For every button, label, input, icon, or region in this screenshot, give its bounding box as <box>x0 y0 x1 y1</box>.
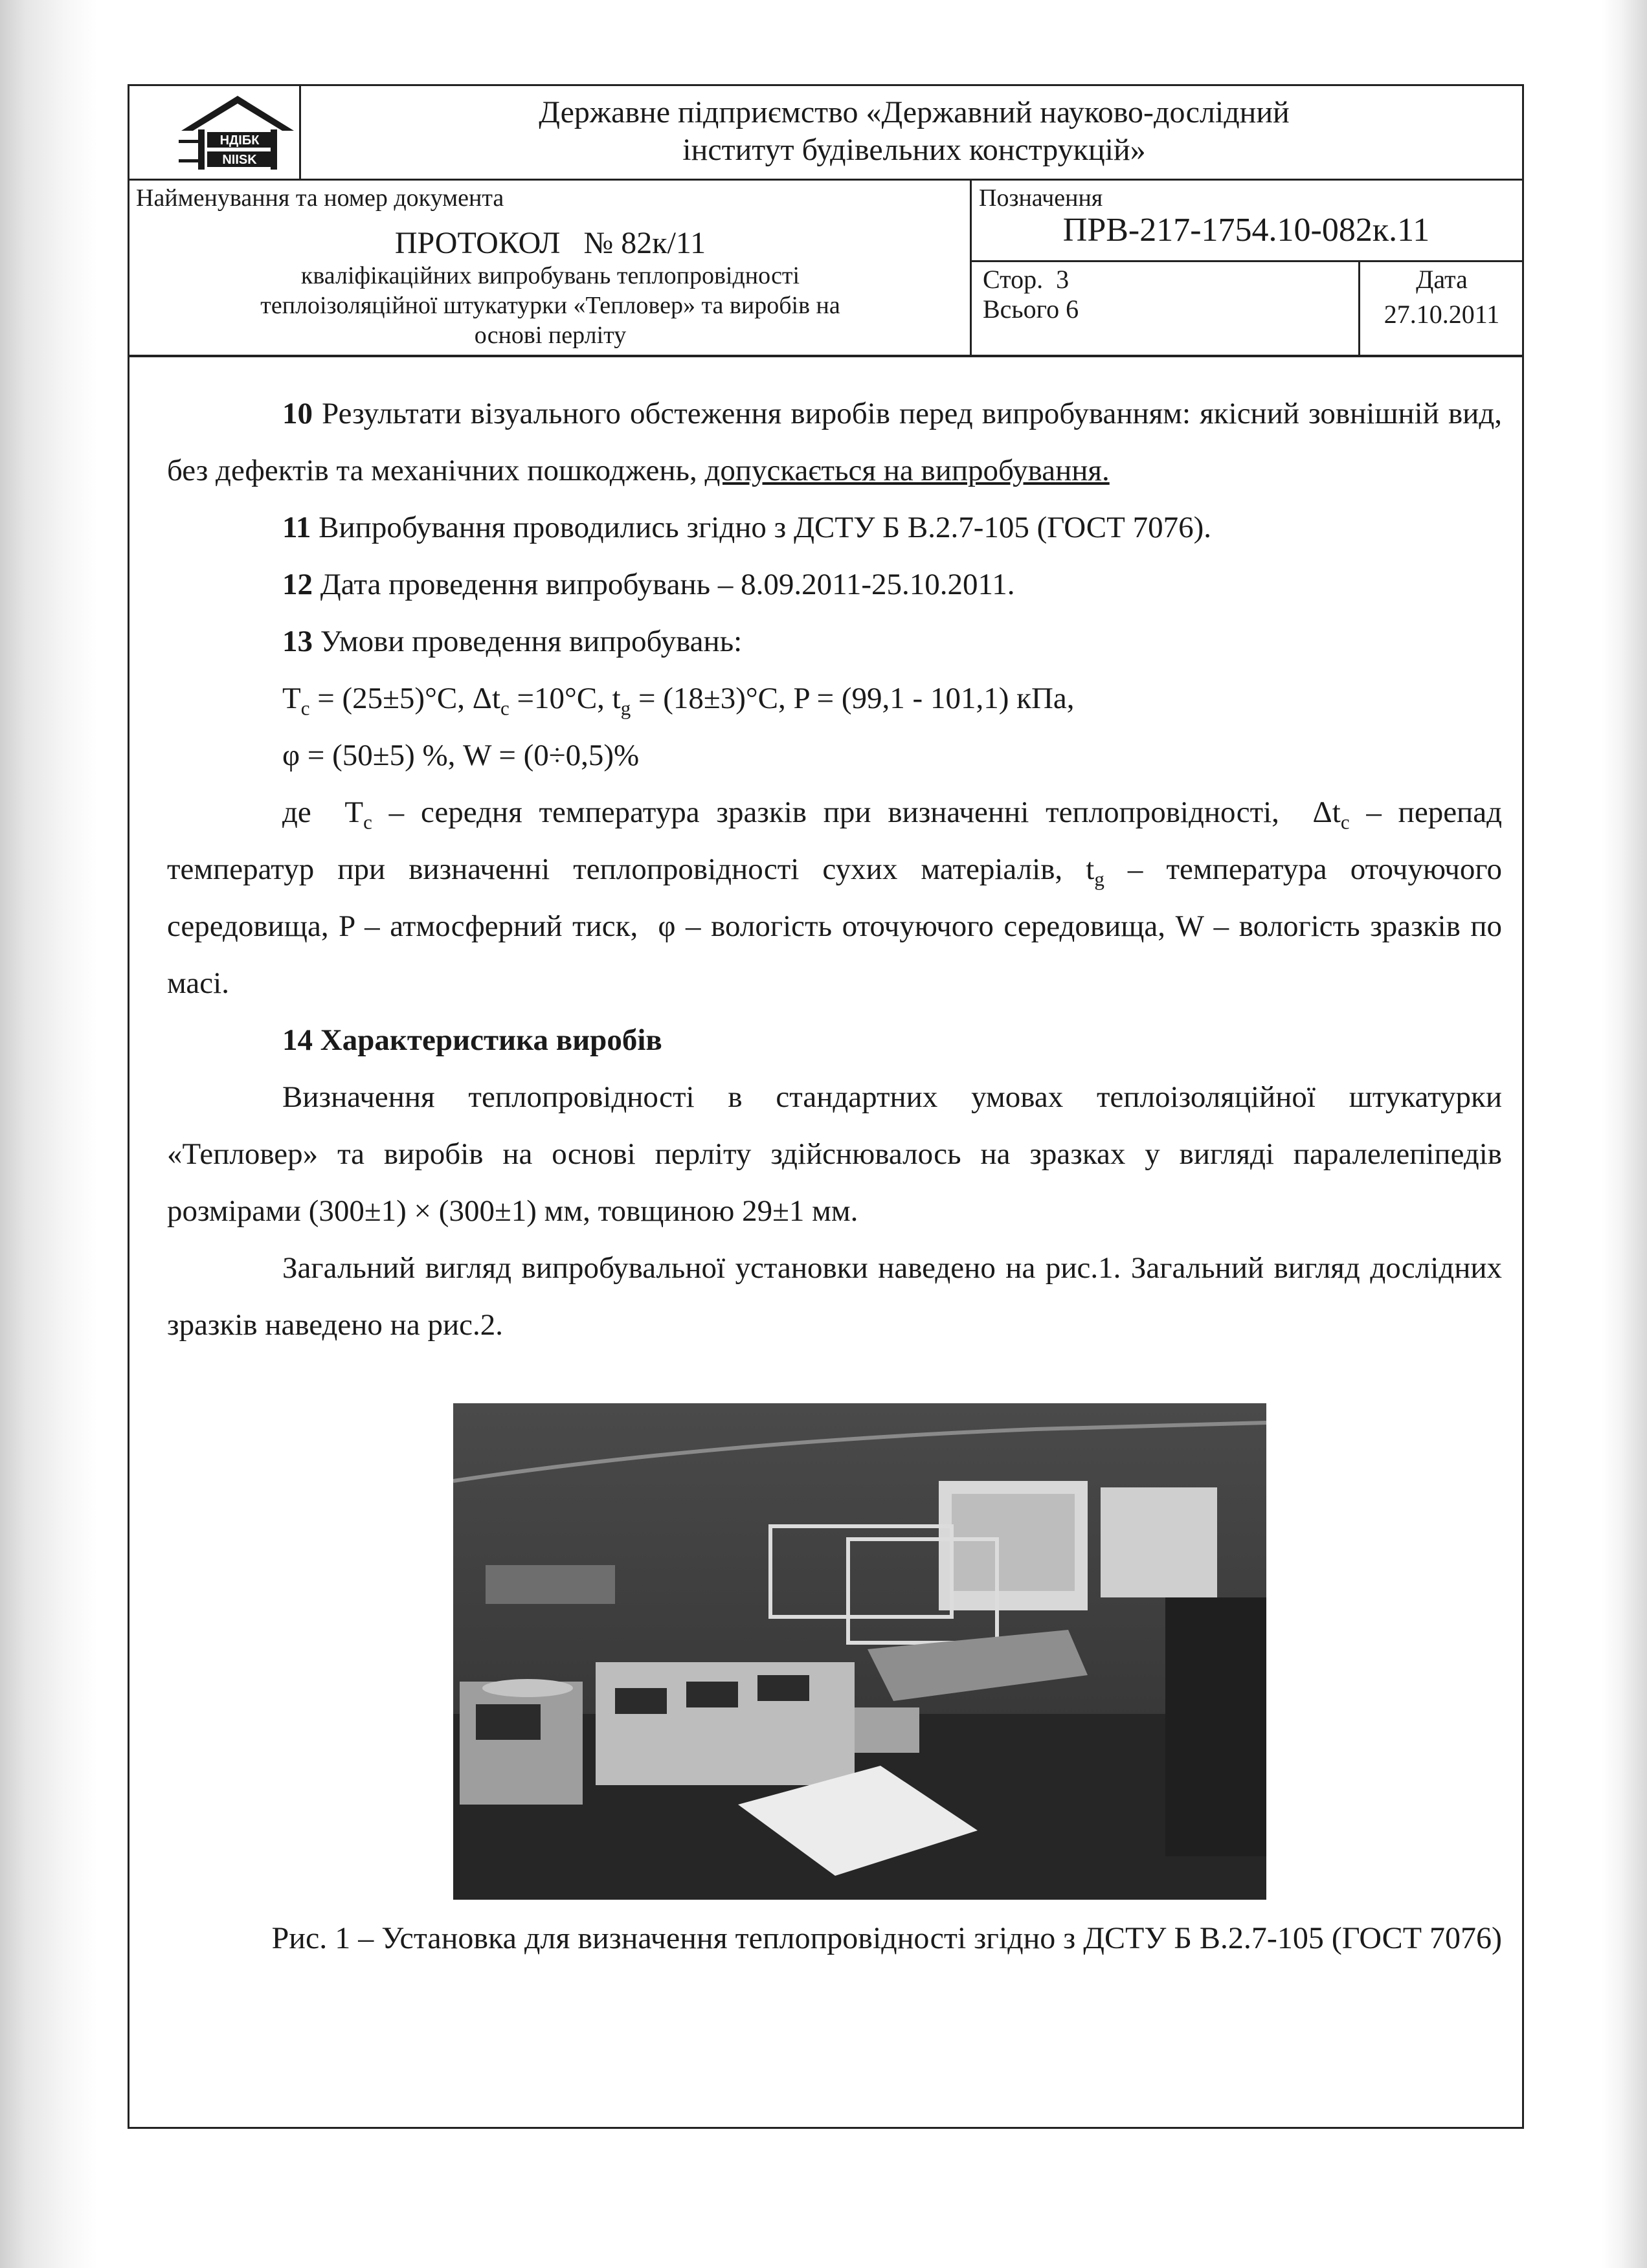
document-subtitle <box>136 261 965 350</box>
legend-tc-sub: c <box>363 810 372 834</box>
legend-tc: де T <box>282 795 364 829</box>
header-bottom-border <box>128 355 1524 357</box>
designation-label: Позначення <box>979 184 1103 212</box>
logo-text-bottom: NIISK <box>222 153 257 167</box>
legend-dtc: – середня температура зразків при визначенні теплопровідності, Δt <box>372 795 1341 829</box>
page-number: Стор. 3 <box>983 265 1070 294</box>
scan-shadow-left <box>0 0 97 2268</box>
section-10-number: 10 <box>282 397 313 430</box>
section-11-number: 11 <box>282 511 311 544</box>
section-13 <box>167 613 1502 670</box>
cond-dtc: = (25±5)°C, Δt <box>309 682 501 715</box>
document-subtitle-line-1: кваліфікаційних випробувань теплопровідності <box>300 262 800 289</box>
scan-shadow-right <box>1602 0 1647 2268</box>
section-10 <box>167 385 1502 499</box>
doc-name-label: Найменування та номер документа <box>136 184 504 212</box>
logo-text-top: НДІБК <box>219 133 260 148</box>
date-label: Дата <box>1416 265 1468 294</box>
test-setup-illustration <box>453 1403 1266 1900</box>
section-11 <box>167 499 1502 556</box>
test-conditions-line-2: φ = (50±5) %, W = (0÷0,5)% <box>282 739 640 772</box>
section-12-number: 12 <box>282 568 313 601</box>
cond-tg: =10°C, t <box>509 682 621 715</box>
test-setup-photo <box>453 1403 1266 1900</box>
document-title: ПРОТОКОЛ № 82к/11 <box>394 226 706 260</box>
section-10-text: Результати візуального обстеження виробів перед випробуванням: якісний зовнішній вид, без дефектів та механічних пошкоджень, <box>167 397 1502 487</box>
section-13-number: 13 <box>282 625 313 658</box>
cond-pressure: = (18±3)°C, P = (99,1 - 101,1) кПа, <box>631 682 1075 715</box>
logo-house-icon <box>170 92 306 176</box>
document-designation: ПРВ-217-1754.10-082к.11 <box>1062 212 1430 249</box>
legend-rest: – температура оточуючого середовища, P – атмосферний тиск, φ – вологість оточуючого середовища, W – вологість зразків по масі. <box>167 852 1510 1000</box>
section-14-text: Визначення теплопровідності в стандартних умовах теплоізоляційної штукатурки «Тепловер» та виробів на основі перліту здійснювалось на зразках у вигляді паралелепіпедів розмірами (300±1) × (300±1) мм, товщиною 29±1 мм. <box>167 1080 1502 1228</box>
legend-tg: – перепад температур при визначенні теплопровідності сухих матеріалів, t <box>167 795 1502 886</box>
total-pages: Всього 6 <box>983 295 1079 324</box>
legend-dtc-sub: c <box>1340 810 1350 834</box>
organization-name-line-1: Державне підприємство «Державний науково-дослідний <box>539 95 1290 129</box>
section-13-text: Умови проведення випробувань: <box>313 625 743 658</box>
designation-divider <box>970 260 1524 262</box>
test-conditions-line-1 <box>167 670 1502 727</box>
section-12 <box>167 556 1502 613</box>
doc-name-divider <box>970 179 972 356</box>
organization-name-line-2: інститут будівельних конструкцій» <box>682 133 1146 167</box>
section-12-text: Дата проведення випробувань – 8.09.2011-25.10.2011. <box>313 568 1015 601</box>
cond-tc-sub: c <box>300 696 310 720</box>
section-14-heading: 14 Характеристика виробів <box>282 1023 662 1057</box>
document-subtitle-line-3: основі перліту <box>474 322 627 349</box>
cond-tc: T <box>282 682 301 715</box>
conditions-legend <box>167 784 1510 1012</box>
institute-logo <box>170 92 306 176</box>
organization-name <box>304 94 1524 175</box>
document-subtitle-line-2: теплоізоляційної штукатурки «Тепловер» та виробів на <box>260 292 840 319</box>
header-divider-horizontal <box>128 179 1524 181</box>
section-10-verdict: допускається на випробування. <box>704 454 1110 487</box>
protocol-body <box>167 385 1510 1353</box>
legend-tg-sub: g <box>1094 867 1104 891</box>
figure-1-caption: Рис. 1 – Установка для визначення теплопровідності згідно з ДСТУ Б В.2.7-105 (ГОСТ 7076) <box>271 1921 1502 1955</box>
section-14-text-2: Загальний вигляд випробувальної установки наведено на рис.1. Загальний вигляд дослідних зразків наведено на рис.2. <box>167 1251 1502 1342</box>
cond-dtc-sub: c <box>500 696 510 720</box>
cond-tg-sub: g <box>620 696 631 720</box>
document-date: 27.10.2011 <box>1384 300 1500 329</box>
section-11-text: Випробування проводились згідно з ДСТУ Б В.2.7-105 (ГОСТ 7076). <box>311 511 1211 544</box>
